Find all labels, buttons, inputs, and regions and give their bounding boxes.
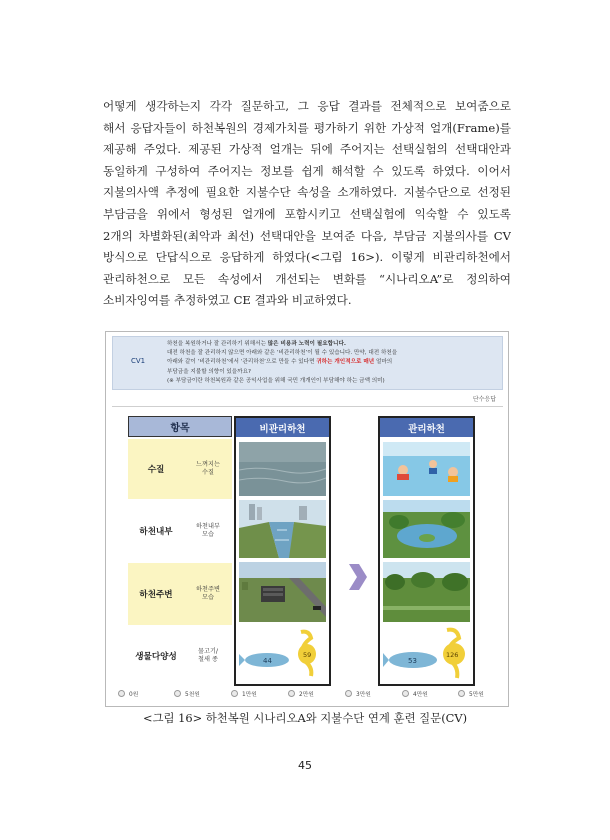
paragraph-line: 부담금을 위에서 형성된 얼개에 포함시키고 선택실험에 익숙할 수 있도록	[103, 206, 511, 221]
option-label: 2만원	[299, 692, 314, 698]
unmanaged-fish-count: 44	[263, 657, 272, 665]
unmanaged-biodiversity-image	[239, 626, 326, 684]
item-table	[128, 416, 232, 686]
paragraph-line: 관리하천으로 모든 속성에서 개선되는 변화를 “시나리오A”로 정의하여	[103, 271, 511, 286]
murky-water-image	[239, 442, 326, 496]
radio-icon[interactable]	[174, 690, 181, 697]
question-line: 얼마의	[374, 359, 393, 366]
radio-icon[interactable]	[345, 690, 352, 697]
chevron-right-icon	[347, 564, 367, 590]
managed-stream-column	[378, 416, 475, 686]
unmanaged-interior-image	[239, 500, 326, 558]
row-stream-surroundings	[128, 563, 232, 625]
row-sub: 느껴지는 수질	[196, 461, 220, 476]
option-radio[interactable]	[231, 689, 257, 698]
row-water-quality	[128, 439, 232, 499]
row-sub: 하천내부 모습	[196, 523, 220, 538]
paragraph-line: 방식으로 단답식으로 응답하게 하였다(<그림 16>). 이렇게 비관리하천에서	[103, 250, 511, 265]
paragraph-line: 제공해 주었다. 제공된 가상적 얼개는 뒤에 주어지는 선택실험의 선택대안과	[103, 142, 511, 157]
radio-icon[interactable]	[118, 690, 125, 697]
question-highlight: 귀하는 개인적으로 매년	[316, 359, 375, 366]
paragraph-line: 어떻게 생각하는지 각각 질문하고, 그 응답 결과를 전체적으로 보여줌으로	[103, 99, 511, 113]
survey-figure	[105, 331, 509, 707]
option-radio[interactable]	[118, 689, 138, 698]
unmanaged-column-title: 비관리하천	[236, 418, 329, 437]
row-sub: 하천주변 모습	[196, 586, 220, 601]
question-line: 하천을 복원하거나 잘 관리하기 위해서는	[167, 341, 268, 347]
question-box	[112, 336, 503, 390]
managed-biodiversity-image	[383, 626, 470, 684]
body-paragraph	[103, 96, 511, 312]
radio-icon[interactable]	[458, 690, 465, 697]
item-table-header: 항목	[128, 416, 232, 437]
option-label: 4만원	[413, 692, 428, 698]
row-name: 수질	[147, 465, 165, 475]
question-text	[167, 340, 502, 386]
unmanaged-bird-count: 59	[303, 651, 312, 659]
option-label: 0원	[129, 692, 139, 698]
option-label: 3만원	[356, 692, 371, 698]
unmanaged-stream-column	[234, 416, 331, 686]
paragraph-line: 소비자잉여를 추정하였고 CE 결과와 비교하였다.	[103, 293, 352, 308]
divider	[112, 406, 503, 407]
managed-interior-image	[383, 500, 470, 558]
radio-icon[interactable]	[402, 690, 409, 697]
row-name: 하천내부	[139, 527, 173, 537]
paragraph-line: 해서 응답자들이 하천복원의 경제가치를 평가하기 위한 가상적 얼개(Frame)를	[103, 120, 511, 135]
option-radio[interactable]	[288, 689, 314, 698]
page-number: 45	[298, 759, 312, 772]
radio-icon[interactable]	[288, 690, 295, 697]
response-type-label: 단수응답	[472, 396, 496, 403]
managed-column-title: 관리하천	[380, 418, 473, 437]
option-label: 1만원	[242, 692, 257, 698]
row-biodiversity	[128, 627, 232, 685]
row-stream-interior	[128, 501, 232, 561]
question-label: CV1	[131, 357, 146, 365]
managed-bird-count: 126	[446, 651, 459, 659]
payment-options	[118, 689, 502, 703]
paragraph-line: 2개의 차별화된(최악과 최선) 선택대안을 보여준 다음, 부담금 지불의사를 CV	[103, 228, 511, 243]
row-sub: 물고기/ 철새 종	[197, 648, 219, 663]
radio-icon[interactable]	[231, 690, 238, 697]
option-radio[interactable]	[402, 689, 428, 698]
paragraph-line: 지불의사액 추정에 필요한 지불수단 속성을 소개하였다. 지불수단으로 선정된	[103, 185, 511, 200]
question-line: 대전 하천을 잘 관리하지 않으면 아래와 같은 ‘비관리하천’이 될 수 있습니다. 만약, 대전 하천을	[167, 350, 398, 357]
option-radio[interactable]	[174, 689, 200, 698]
row-name: 생물다양성	[135, 652, 177, 662]
unmanaged-surroundings-image	[239, 562, 326, 622]
question-emphasis: 많은 비용과 노력이 필요합니다.	[267, 341, 346, 347]
clean-water-image	[383, 442, 470, 496]
figure-caption: <그림 16> 하천복원 시나리오A와 지불수단 연계 훈련 질문(CV)	[142, 711, 468, 725]
option-label: 5천원	[185, 692, 200, 698]
option-label: 5만원	[469, 692, 484, 698]
paragraph-line: 동일하게 구성하여 주어지는 정보를 쉽게 해석할 수 있도록 하였다. 이어서	[103, 163, 511, 178]
row-name: 하천주변	[139, 590, 173, 600]
question-line: 부담금을 지불할 의향이 있을까요?	[167, 368, 251, 375]
managed-surroundings-image	[383, 562, 470, 622]
option-radio[interactable]	[345, 689, 371, 698]
question-line: 아래와 같이 ‘비관리하천’에서 ‘관리하천’으로 만들 수 있다면	[167, 359, 317, 366]
managed-fish-count: 53	[408, 657, 417, 665]
option-radio[interactable]	[458, 689, 484, 698]
question-note: (※ 부담금이란 하천복원과 같은 공익사업을 위해 국민 개개인이 부담해야 하는 금액 의미)	[167, 377, 385, 384]
